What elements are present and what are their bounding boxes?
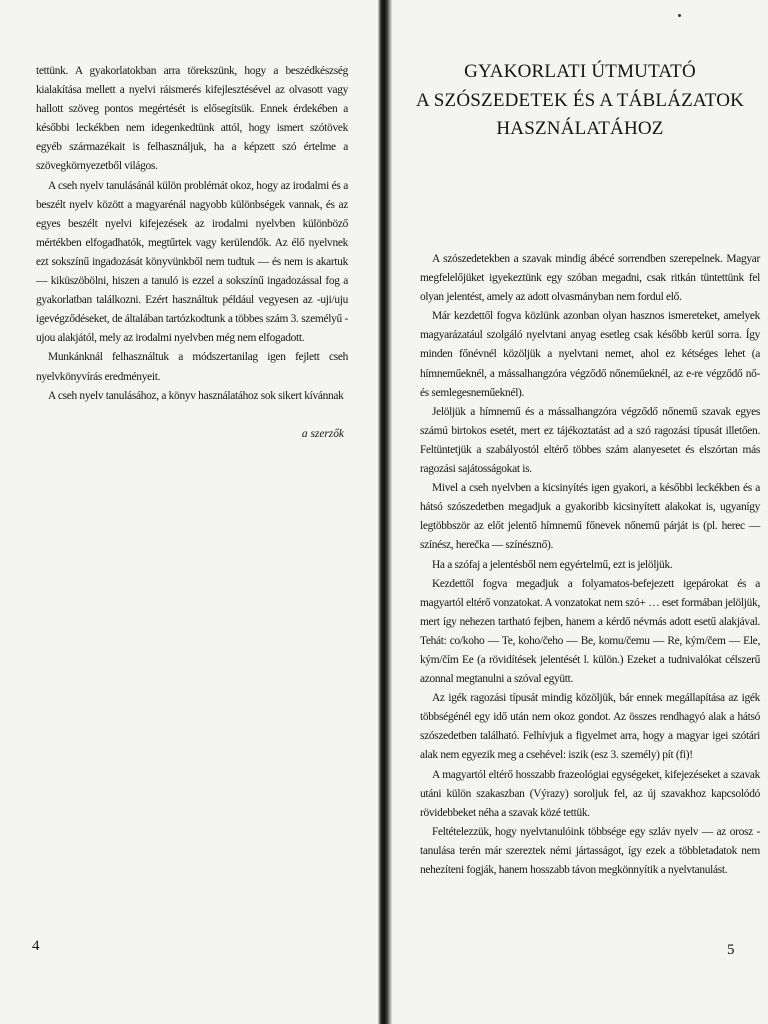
left-paragraph-2: A cseh nyelv tanulásánál külön problémát okoz, hogy az irodalmi és a beszélt nyelv között a magyarénál nagyobb különbségek vannak, és az egyes beszélt nyelvi kifejezések az irodalmi nyelvben különböző mértékben elfogadhatók, megtűrtek vagy kerülendők. Az élő nyelvnek ezt sokszínű ingadozását könyvünkből nem tudtuk — és nem is akartuk — kiküszöbölni, hiszen a tanuló is ezzel a sokszínű ingadozással fog a gyakorlatban találkozni. Ezért használtuk például vegyesen az -uji/uju igevégződéseket, de általában tartózkodtunk a többes szám 3. személyű -ujou alakjától, mely az irodalmi nyelvben még nem elfogadott.	[36, 179, 348, 345]
title-line-2: A SZÓSZEDETEK ÉS A TÁBLÁZATOK	[415, 89, 745, 111]
signature: a szerzők	[301, 427, 344, 440]
left-paragraph-4: A cseh nyelv tanulásához, a könyv használatához sok sikert kívánnak	[48, 389, 344, 402]
section-title	[392, 58, 768, 144]
left-paragraph-3: Munkánknál felhasználtuk a módszertanilag igen fejlett cseh nyelvkönyvírás eredményeit.	[36, 351, 348, 383]
right-paragraph-9: Feltételezzük, hogy nyelvtanulóink többsége egy szláv nyelv — az orosz - tanulása terén már szereztek némi jártasságot, így ezek a többletadatok nem nehezíteni fogják, hanem hosszabb távon megkönnyítik a nyelvtanulást.	[420, 825, 760, 876]
right-paragraph-2: Már kezdettől fogva közlünk azonban olyan hasznos ismereteket, amelyek magyarázatául szolgáló nyelvtani anyag esetleg csak később kerül sorra. Így minden főnévnél közöljük a nyelvtani nemet, ahol ez kétséges lehet (a hímneműeknél, a mássalhangzóra végződő nőneműeknél, az e-re végződő nő- és semlegesneműeknél).	[420, 310, 760, 399]
right-paragraph-3: Jelöljük a hímnemű és a mássalhangzóra végződő nőnemű szavak egyes számú birtokos esetét, mert ez tájékoztatást ad a szó ragozási típusát illetően. Feltüntetjük a szabályostól eltérő többes szám alanyesetet és elszórtan más ragozási sajátosságokat is.	[420, 405, 760, 476]
right-paragraph-5: Ha a szófaj a jelentésből nem egyértelmű, ezt is jelöljük.	[432, 558, 673, 571]
title-line-3: HASZNÁLATÁHOZ	[496, 118, 664, 139]
title-line-1: GYAKORLATI ÚTMUTATÓ	[464, 61, 696, 82]
right-paragraph-6: Kezdettől fogva megadjuk a folyamatos-befejezett igepárokat és a magyartól eltérő vonzatokat. A vonzatokat nem szó+ … eset formában jelöljük, mert így nehezen tartható fejben, hanem a kérdő névmás adott esetű alakjával. Tehát: co/koho — Te, koho/čeho — Be, komu/čemu — Re, kým/čem — Ele, kým/čím Ee (a rövidítések jelentését l. külön.) Ezeket a tudnivalókat célszerű azonnal megtanulni a szóval együtt.	[420, 577, 760, 686]
scan-speck	[678, 14, 681, 17]
right-paragraph-1: A szószedetekben a szavak mindig ábécé sorrendben szerepelnek. Magyar megfelelőjüket igyekeztünk egy szóban megadni, csak ritkán tüntettünk fel olyan jelentést, amely az adott olvasmányban nem fordul elő.	[420, 253, 760, 304]
page-number-left: 4	[32, 938, 40, 954]
page-number-right: 5	[727, 942, 735, 958]
right-page-body	[420, 250, 760, 880]
right-paragraph-4: Mivel a cseh nyelvben a kicsinyítés igen gyakori, a későbbi leckékben és a hátsó szószedetben megadjuk a gyakoribb kicsinyített alakokat is, ugyanígy legtöbbször az előt jelentő hímnemű főnevek nőnemű párját is (pl. herec — színész, herečka — színésznő).	[420, 482, 760, 552]
left-paragraph-1: tettünk. A gyakorlatokban arra törekszünk, hogy a beszédkészség kialakítása mellett a nyelvi ráismerés kifejlesztésével az olvasott vagy hallott szöveg pontos megértését is elősegítsük. Ennek érdekében a későbbi leckékben nem idegenkedtünk attól, hogy ismert szótövek egyéb származékait is felhasználjuk, ha a képzett szó értelme a szövegkörnyezetből világos.	[36, 65, 348, 173]
right-paragraph-8: A magyartól eltérő hosszabb frazeológiai egységeket, kifejezéseket a szavak utáni külön szakaszban (Výrazy) soroljuk fel, az új szavakhoz kapcsolódó rövidebbeket néha a szavak közé tettük.	[420, 768, 760, 819]
left-page	[0, 0, 378, 1024]
left-page-body	[36, 62, 348, 440]
right-paragraph-7: Az igék ragozási típusát mindig közöljük, bár ennek megállapítása az igék többségénél egy idő után nem okoz gondot. Az összes rendhagyó alak a hátsó szószedetben található. Felhívjuk a figyelmet arra, hogy a magyar igei szótári alak nem egyezik meg a csehével: iszik (esz 3. személy) pít (fi)!	[420, 692, 760, 762]
right-page	[392, 0, 768, 1024]
book-gutter	[378, 0, 392, 1024]
